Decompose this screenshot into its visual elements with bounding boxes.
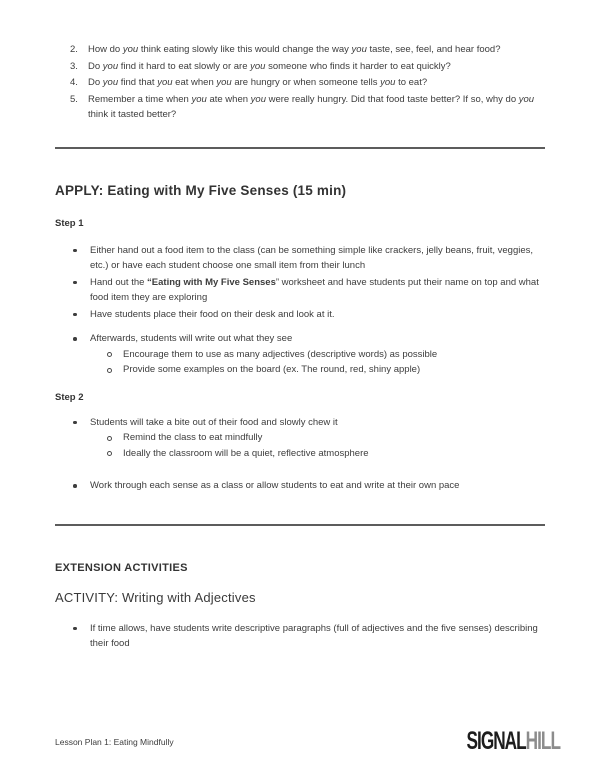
list-item <box>55 331 545 378</box>
logo-hill-text: HILL <box>525 727 560 756</box>
list-item-text: Remind the class to eat mindfully <box>123 432 263 443</box>
list-item <box>55 92 545 123</box>
list-item <box>55 42 545 58</box>
list-item-text: Have students place their food on their desk and look at it. <box>90 308 335 320</box>
list-item-text: Either hand out a food item to the class (can be something simple like crackers, jelly beans, fruit, veggies, etc.) or have each student choose one small item from their lunch <box>90 244 534 271</box>
list-item-text: Students will take a bite out of their food and slowly chew it <box>90 416 338 428</box>
step-2-bullet-list <box>55 415 545 494</box>
activity-heading: ACTIVITY: Writing with Adjectives <box>55 589 256 605</box>
list-item <box>90 362 545 378</box>
list-item <box>55 243 545 274</box>
list-item <box>90 430 545 446</box>
extension-bullet-list <box>55 621 545 652</box>
list-item <box>55 307 545 323</box>
discussion-questions-list <box>55 42 545 123</box>
list-item <box>55 478 545 494</box>
list-item-text: Encourage them to use as many adjectives (descriptive words) as possible <box>123 348 438 360</box>
step-1-label: Step 1 <box>55 217 84 229</box>
list-item <box>55 275 545 306</box>
footer-page-label: Lesson Plan 1: Eating Mindfully <box>55 736 174 747</box>
list-item-text: Ideally the classroom will be a quiet, reflective atmosphere <box>123 447 369 459</box>
list-item <box>55 59 545 75</box>
step-1-bullet-list <box>55 243 545 378</box>
list-item-number: 5. <box>70 93 78 105</box>
list-item-text: Do you find it hard to eat slowly or are you someone who finds it harder to eat quickly? <box>88 60 451 72</box>
sub-bullet-list <box>90 347 545 378</box>
list-item <box>90 347 545 363</box>
list-item-text: Do you find that you eat when you are hungry or when someone tells you to eat? <box>88 77 428 88</box>
list-item-text: How do you think eating slowly like this would change the way you taste, see, feel, and hear food? <box>88 44 501 55</box>
section-divider <box>55 147 545 149</box>
sub-bullet-list <box>90 430 545 461</box>
list-item-text: Afterwards, students will write out what they see <box>90 333 293 344</box>
list-item-number: 3. <box>70 60 78 72</box>
page-footer <box>55 727 560 756</box>
list-item-text: Hand out the “Eating with My Five Senses” worksheet and have students put their name on top and what food item they are exploring <box>90 276 539 303</box>
list-item-text: Work through each sense as a class or allow students to eat and write at their own pace <box>90 480 460 491</box>
list-item-text: Provide some examples on the board (ex. The round, red, shiny apple) <box>123 364 421 375</box>
list-item-number: 2. <box>70 44 78 55</box>
list-item <box>90 446 545 462</box>
logo-signal-text: SIGNAL <box>466 727 526 756</box>
list-item-text: Remember a time when you ate when you were really hungry. Did that food taste better? If so, why do you think it tasted better? <box>88 93 535 120</box>
section-divider <box>55 524 545 526</box>
step-2-label: Step 2 <box>55 391 84 403</box>
extension-activities-heading: EXTENSION ACTIVITIES <box>55 561 188 574</box>
apply-section-heading: APPLY: Eating with My Five Senses (15 min) <box>55 182 347 198</box>
list-item-number: 4. <box>70 77 78 88</box>
list-item <box>55 415 545 462</box>
list-item-text: If time allows, have students write descriptive paragraphs (full of adjectives and the five senses) describing their food <box>90 622 538 649</box>
list-item <box>55 621 545 652</box>
list-item <box>55 75 545 91</box>
signal-hill-logo <box>467 729 560 754</box>
